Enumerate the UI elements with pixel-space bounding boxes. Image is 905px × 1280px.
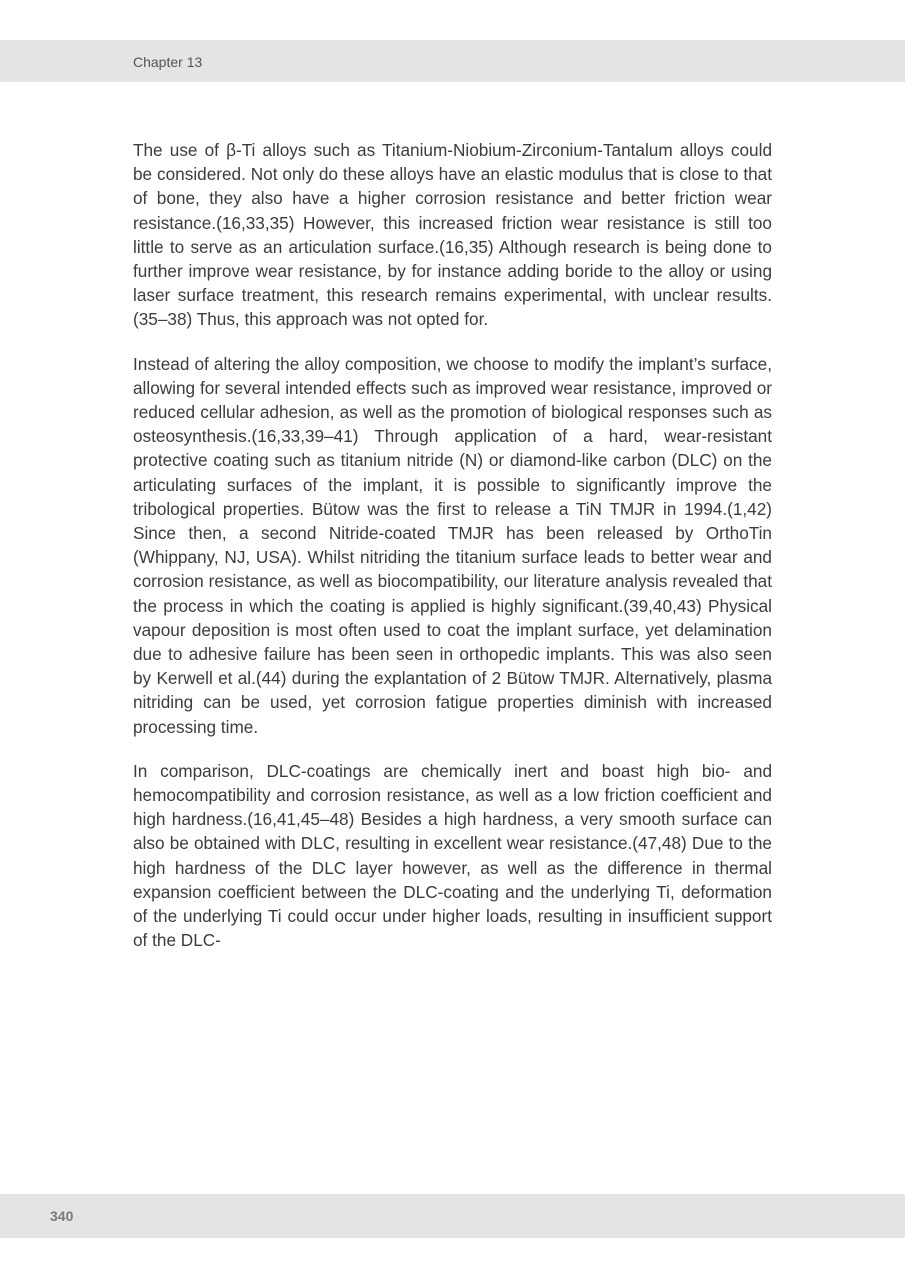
running-footer — [0, 1194, 905, 1238]
running-header — [0, 40, 905, 82]
chapter-label: Chapter 13 — [133, 54, 203, 70]
paragraph-surface-modification: Instead of altering the alloy composition, we choose to modify the implant’s surface, allowing for several intended effects such as improved wear resistance, improved or reduced cellular adhesion, as well as the promotion of biological responses such as osteosynthesis.(16,33,39–41) Through application of a hard, wear-resistant protective coating such as titanium nitride (N) or diamond-like carbon (DLC) on the articulating surfaces of the implant, it is possible to significantly improve the tribological properties. Bütow was the first to release a TiN TMJR in 1994.(1,42) Since then, a second Nitride-coated TMJR has been released by OrthoTin (Whippany, NJ, USA). Whilst nitriding the titanium surface leads to better wear and corrosion resistance, as well as biocompatibility, our literature analysis revealed that the process in which the coating is applied is highly significant.(39,40,43) Physical vapour deposition is most often used to coat the implant surface, yet delamination due to adhesive failure has been seen in orthopedic implants. This was also seen by Kerwell et al.(44) during the explantation of 2 Bütow TMJR. Alternatively, plasma nitriding can be used, yet corrosion fatigue properties diminish with increased processing time. — [133, 353, 772, 737]
body-text — [133, 138, 772, 973]
page-number: 340 — [50, 1208, 74, 1224]
paragraph-dlc-coatings: In comparison, DLC-coatings are chemically inert and boast high bio- and hemocompatibility and corrosion resistance, as well as a low friction coefficient and high hardness.(16,41,45–48) Besides a high hardness, a very smooth surface can also be obtained with DLC, resulting in excellent wear resistance.(47,48) Due to the high hardness of the DLC layer however, as well as the difference in thermal expansion coefficient between the DLC-coating and the underlying Ti, deformation of the underlying Ti could occur under higher loads, resulting in insufficient support of the DLC- — [133, 760, 772, 951]
paragraph-beta-ti-alloys: The use of β-Ti alloys such as Titanium-Niobium-Zirconium-Tantalum alloys could be considered. Not only do these alloys have an elastic modulus that is close to that of bone, they also have a higher corrosion resistance and better friction wear resistance.(16,33,35) However, this increased friction wear resistance is still too little to serve as an articulation surface.(16,35) Although research is being done to further improve wear resistance, by for instance adding boride to the alloy or using laser surface treatment, this research remains experimental, with unclear results.(35–38) Thus, this approach was not opted for. — [133, 140, 772, 330]
